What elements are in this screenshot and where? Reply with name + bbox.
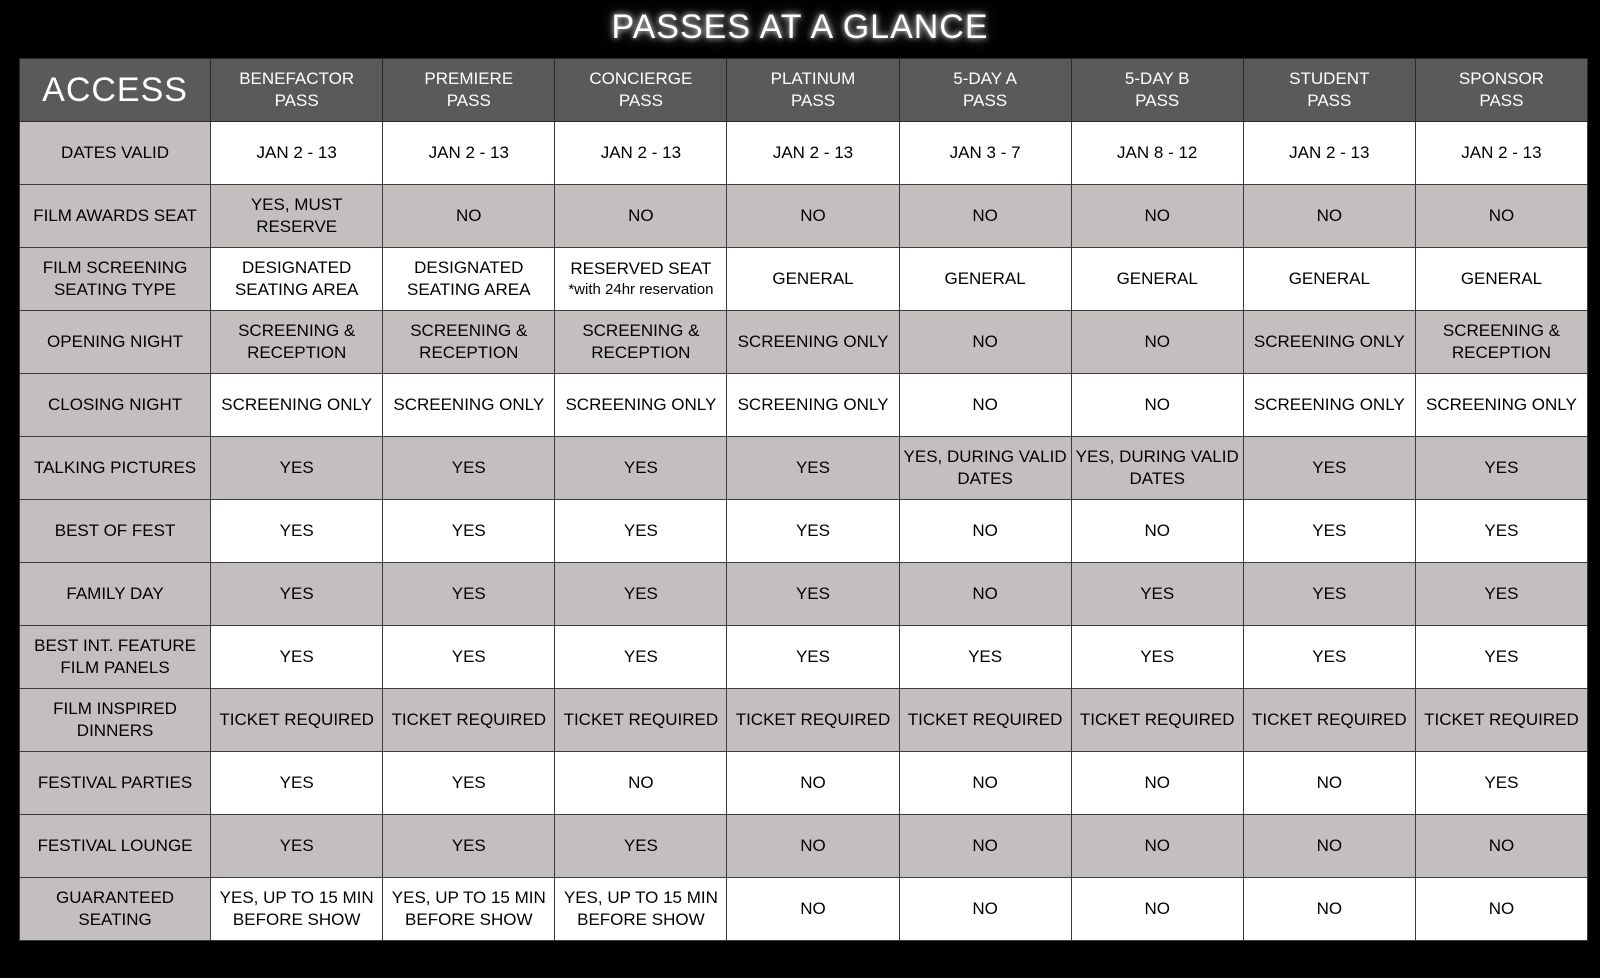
cell-note: *with 24hr reservation: [568, 281, 714, 298]
table-cell: SCREENING ONLY: [727, 311, 899, 374]
row-label: FILM SCREENING SEATING TYPE: [20, 248, 211, 311]
pass-header-5-day-b: 5-DAY B PASS: [1071, 59, 1243, 122]
table-row: [20, 311, 1588, 374]
table-cell: YES: [1243, 437, 1415, 500]
table-cell: NO: [727, 878, 899, 941]
table-cell: NO: [899, 311, 1071, 374]
table-body: [20, 122, 1588, 941]
table-cell: YES: [1415, 500, 1587, 563]
table-cell: SCREENING & RECEPTION: [383, 311, 555, 374]
table-cell: NO: [1415, 878, 1587, 941]
table-cell: YES, UP TO 15 MIN BEFORE SHOW: [383, 878, 555, 941]
table-cell: GENERAL: [1415, 248, 1587, 311]
table-cell: TICKET REQUIRED: [1415, 689, 1587, 752]
table-cell: YES: [727, 563, 899, 626]
table-cell: NO: [1071, 500, 1243, 563]
table-cell: YES: [727, 500, 899, 563]
table-cell: NO: [899, 185, 1071, 248]
table-cell: YES: [555, 563, 727, 626]
table-cell: SCREENING ONLY: [555, 374, 727, 437]
row-label: TALKING PICTURES: [20, 437, 211, 500]
pass-header-premiere: PREMIERE PASS: [383, 59, 555, 122]
table-cell: NO: [899, 374, 1071, 437]
table-cell: JAN 2 - 13: [383, 122, 555, 185]
row-label: FAMILY DAY: [20, 563, 211, 626]
table-cell: YES: [383, 437, 555, 500]
table-cell: GENERAL: [1071, 248, 1243, 311]
table-cell: DESIGNATED SEATING AREA: [383, 248, 555, 311]
table-row: [20, 374, 1588, 437]
table-cell: NO: [899, 878, 1071, 941]
table-cell: NO: [1415, 185, 1587, 248]
table-cell: NO: [1071, 878, 1243, 941]
table-cell: JAN 3 - 7: [899, 122, 1071, 185]
table-row: [20, 878, 1588, 941]
table-cell: TICKET REQUIRED: [555, 689, 727, 752]
table-cell: YES: [211, 626, 383, 689]
table-cell: SCREENING & RECEPTION: [555, 311, 727, 374]
table-cell: YES: [555, 500, 727, 563]
table-cell: YES: [1243, 563, 1415, 626]
table-cell: SCREENING ONLY: [383, 374, 555, 437]
table-cell: TICKET REQUIRED: [383, 689, 555, 752]
table-cell: JAN 2 - 13: [555, 122, 727, 185]
table-cell: YES: [211, 437, 383, 500]
table-cell: NO: [1071, 311, 1243, 374]
cell-value: RESERVED SEAT: [570, 259, 712, 278]
table-cell: YES: [1415, 437, 1587, 500]
table-row: [20, 752, 1588, 815]
table-cell: NO: [1071, 815, 1243, 878]
table-cell: YES, DURING VALID DATES: [899, 437, 1071, 500]
table-cell: YES: [727, 437, 899, 500]
table-cell: YES: [899, 626, 1071, 689]
table-cell: YES: [727, 626, 899, 689]
row-label: OPENING NIGHT: [20, 311, 211, 374]
table-cell: YES, DURING VALID DATES: [1071, 437, 1243, 500]
table-cell: SCREENING ONLY: [211, 374, 383, 437]
table-row: [20, 248, 1588, 311]
table-cell: NO: [1071, 185, 1243, 248]
table-cell: TICKET REQUIRED: [899, 689, 1071, 752]
table-cell: TICKET REQUIRED: [727, 689, 899, 752]
table-cell: YES: [383, 563, 555, 626]
pass-header-concierge: CONCIERGE PASS: [555, 59, 727, 122]
table-cell: NO: [555, 185, 727, 248]
table-cell: NO: [899, 815, 1071, 878]
table-cell: TICKET REQUIRED: [211, 689, 383, 752]
passes-table: [19, 58, 1588, 941]
row-label: FILM AWARDS SEAT: [20, 185, 211, 248]
table-cell: YES: [383, 752, 555, 815]
table-cell: YES: [1071, 626, 1243, 689]
table-cell: YES: [211, 752, 383, 815]
table-cell: TICKET REQUIRED: [1243, 689, 1415, 752]
row-label: CLOSING NIGHT: [20, 374, 211, 437]
table-row: [20, 500, 1588, 563]
row-label: GUARANTEED SEATING: [20, 878, 211, 941]
table-cell: YES: [1415, 563, 1587, 626]
row-label: FILM INSPIRED DINNERS: [20, 689, 211, 752]
table-row: [20, 122, 1588, 185]
table-row: [20, 626, 1588, 689]
pass-header-platinum: PLATINUM PASS: [727, 59, 899, 122]
pass-header-student: STUDENT PASS: [1243, 59, 1415, 122]
table-cell: YES: [383, 626, 555, 689]
table-cell: NO: [383, 185, 555, 248]
table-cell: TICKET REQUIRED: [1071, 689, 1243, 752]
pass-header-sponsor: SPONSOR PASS: [1415, 59, 1587, 122]
table-cell: YES: [555, 626, 727, 689]
table-cell: YES, MUST RESERVE: [211, 185, 383, 248]
table-cell: JAN 2 - 13: [727, 122, 899, 185]
table-cell: NO: [1243, 185, 1415, 248]
table-cell: SCREENING ONLY: [1415, 374, 1587, 437]
table-cell: YES: [555, 815, 727, 878]
table-cell: SCREENING & RECEPTION: [1415, 311, 1587, 374]
table-cell: NO: [727, 185, 899, 248]
table-cell: NO: [727, 752, 899, 815]
table-row: [20, 185, 1588, 248]
pass-header-benefactor: BENEFACTOR PASS: [211, 59, 383, 122]
table-cell: NO: [555, 752, 727, 815]
table-cell: DESIGNATED SEATING AREA: [211, 248, 383, 311]
table-cell: GENERAL: [1243, 248, 1415, 311]
table-cell: NO: [1243, 815, 1415, 878]
table-cell: NO: [1243, 878, 1415, 941]
table-cell: YES: [1243, 500, 1415, 563]
row-label: FESTIVAL PARTIES: [20, 752, 211, 815]
table-cell: NO: [899, 563, 1071, 626]
table-row: [20, 689, 1588, 752]
table-cell: NO: [1071, 752, 1243, 815]
table-row: [20, 563, 1588, 626]
table-cell: NO: [727, 815, 899, 878]
header-row: [20, 59, 1588, 122]
table-cell: SCREENING ONLY: [1243, 374, 1415, 437]
table-cell: YES: [1415, 626, 1587, 689]
pass-header-5-day-a: 5-DAY A PASS: [899, 59, 1071, 122]
table-cell: NO: [899, 500, 1071, 563]
table-cell: JAN 2 - 13: [1243, 122, 1415, 185]
page-title: PASSES AT A GLANCE: [611, 8, 989, 46]
table-cell: [555, 248, 727, 311]
table-cell: JAN 2 - 13: [211, 122, 383, 185]
table-cell: YES: [383, 500, 555, 563]
table-cell: YES: [1071, 563, 1243, 626]
table-cell: YES: [211, 563, 383, 626]
table-cell: JAN 8 - 12: [1071, 122, 1243, 185]
table-cell: YES: [1243, 626, 1415, 689]
table-cell: GENERAL: [727, 248, 899, 311]
row-label: BEST OF FEST: [20, 500, 211, 563]
table-cell: SCREENING & RECEPTION: [211, 311, 383, 374]
table-row: [20, 815, 1588, 878]
table-cell: NO: [1071, 374, 1243, 437]
table-cell: JAN 2 - 13: [1415, 122, 1587, 185]
table-cell: GENERAL: [899, 248, 1071, 311]
row-label: DATES VALID: [20, 122, 211, 185]
table-cell: YES, UP TO 15 MIN BEFORE SHOW: [211, 878, 383, 941]
row-label: FESTIVAL LOUNGE: [20, 815, 211, 878]
table-cell: SCREENING ONLY: [727, 374, 899, 437]
access-header: ACCESS: [20, 59, 211, 122]
table-cell: YES: [555, 437, 727, 500]
table-cell: NO: [899, 752, 1071, 815]
table-cell: YES: [1415, 752, 1587, 815]
table-cell: YES: [211, 500, 383, 563]
table-cell: NO: [1243, 752, 1415, 815]
table-cell: YES, UP TO 15 MIN BEFORE SHOW: [555, 878, 727, 941]
row-label: BEST INT. FEATURE FILM PANELS: [20, 626, 211, 689]
table-cell: YES: [211, 815, 383, 878]
table-cell: SCREENING ONLY: [1243, 311, 1415, 374]
table-cell: NO: [1415, 815, 1587, 878]
table-row: [20, 437, 1588, 500]
table-cell: YES: [383, 815, 555, 878]
